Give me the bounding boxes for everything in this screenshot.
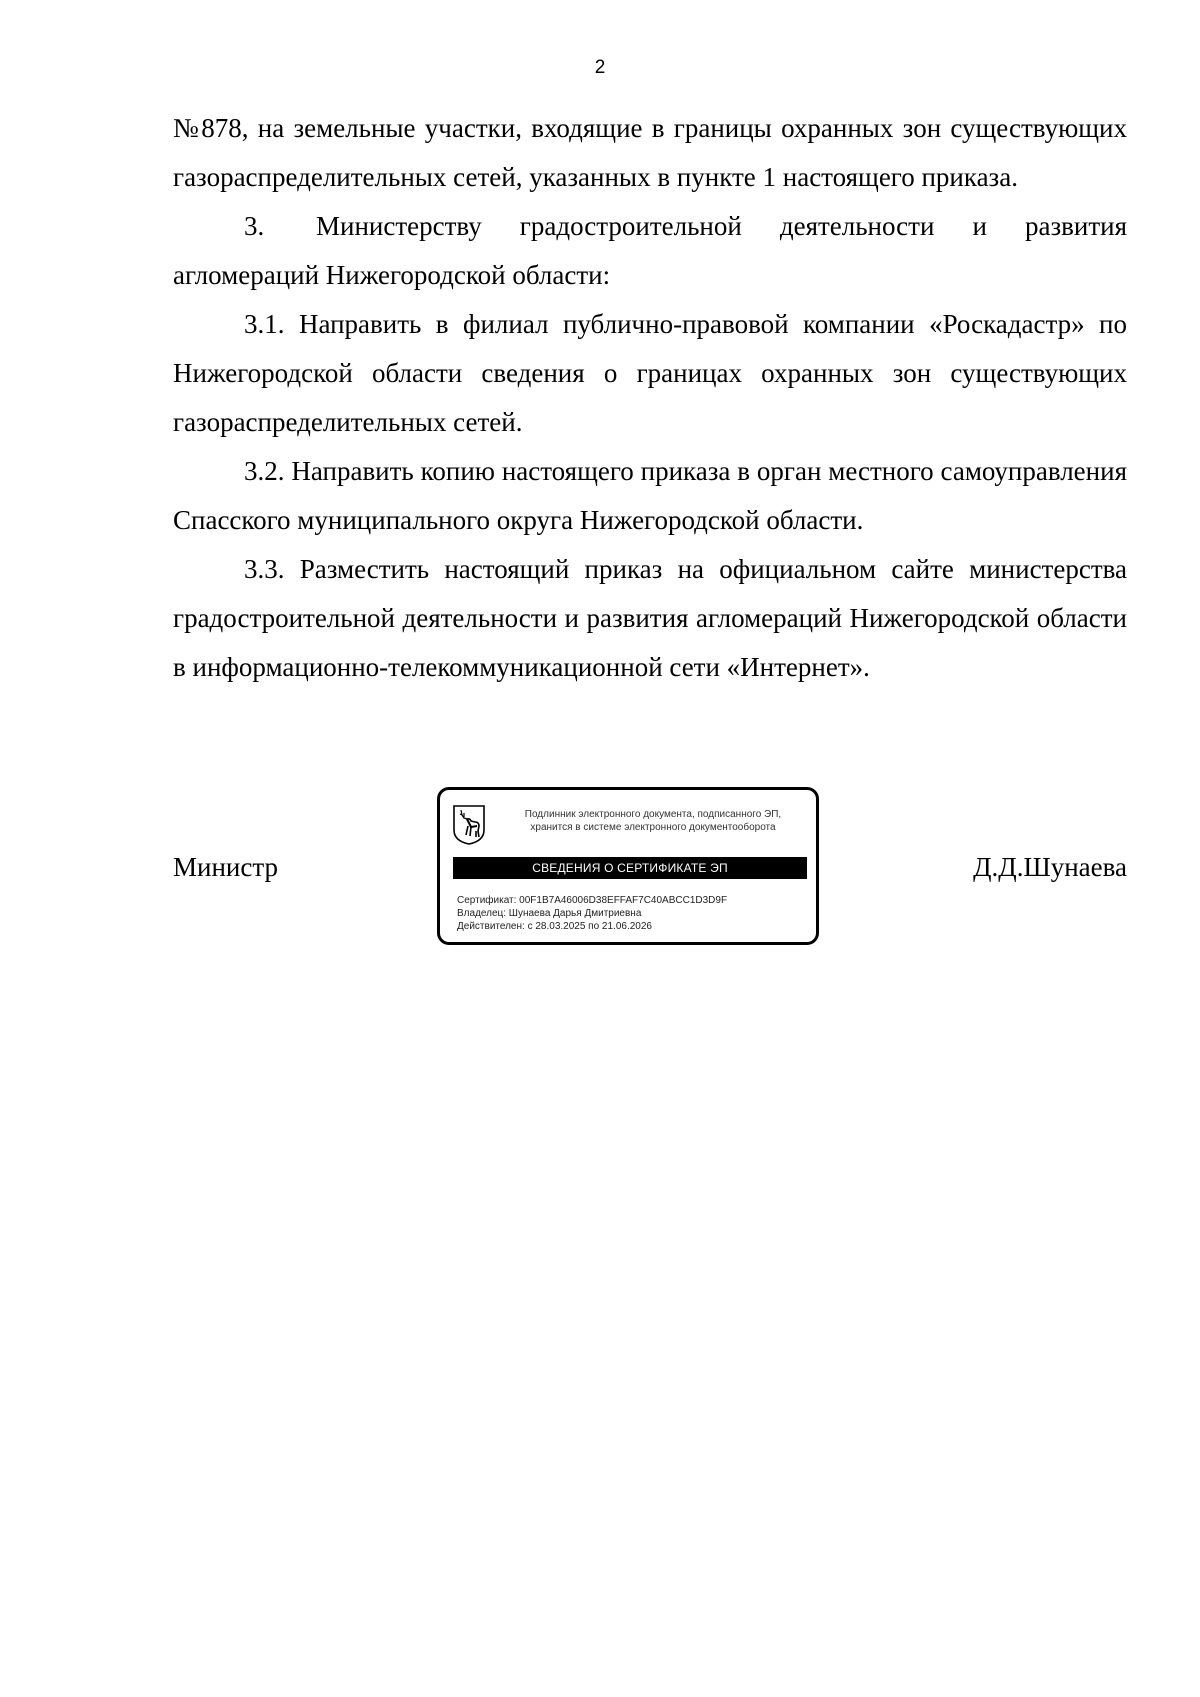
- signatory-role: Министр: [173, 852, 278, 882]
- paragraph-item-3: [173, 202, 1127, 300]
- signatory-name: Д.Д.Шунаева: [973, 852, 1127, 882]
- stamp-details: [457, 894, 812, 933]
- certificate-owner: Владелец: Шунаева Дарья Дмитриевна: [457, 908, 642, 919]
- paragraph-item-3-3: 3.3. Разместить настоящий приказ на официальном сайте министерства градостроительной деятельности и развития агломераций Нижегородской области в информационно-телекоммуникационной сети «Интернет».: [173, 554, 1127, 682]
- stamp-header-line: Подлинник электронного документа, подписанного ЭП,: [524, 809, 782, 820]
- page-number: 2: [594, 57, 606, 78]
- certificate-validity: Действителен: с 28.03.2025 по 21.06.2026: [457, 921, 652, 932]
- electronic-signature-stamp: [437, 787, 819, 945]
- certificate-number: Сертификат: 00F1B7A46006D38EFFAF7C40ABCC1D3D9F: [457, 895, 728, 906]
- item-text: Министерству градостроительной деятельности и развития агломераций Нижегородской области:: [173, 211, 1127, 290]
- paragraph-continuation: №878, на земельные участки, входящие в границы охранных зон существующих газораспределительных сетей, указанных в пункте 1 настоящего приказа.: [173, 113, 1127, 192]
- deer-emblem-icon: [452, 804, 486, 846]
- stamp-header: [498, 808, 808, 834]
- paragraph-item-3-2: 3.2. Направить копию настоящего приказа в орган местного самоуправления Спасского муниципального округа Нижегородской области.: [173, 456, 1127, 535]
- stamp-header-line: хранится в системе электронного документооборота: [530, 822, 776, 833]
- stamp-certificate-title: СВЕДЕНИЯ О СЕРТИФИКАТЕ ЭП: [453, 857, 807, 879]
- item-number: 3.: [244, 211, 265, 241]
- document-body: [173, 104, 1127, 692]
- paragraph-item-3-1: 3.1. Направить в филиал публично-правовой компании «Роскадастр» по Нижегородской области сведения о границах охранных зон существующих газораспределительных сетей.: [173, 309, 1127, 437]
